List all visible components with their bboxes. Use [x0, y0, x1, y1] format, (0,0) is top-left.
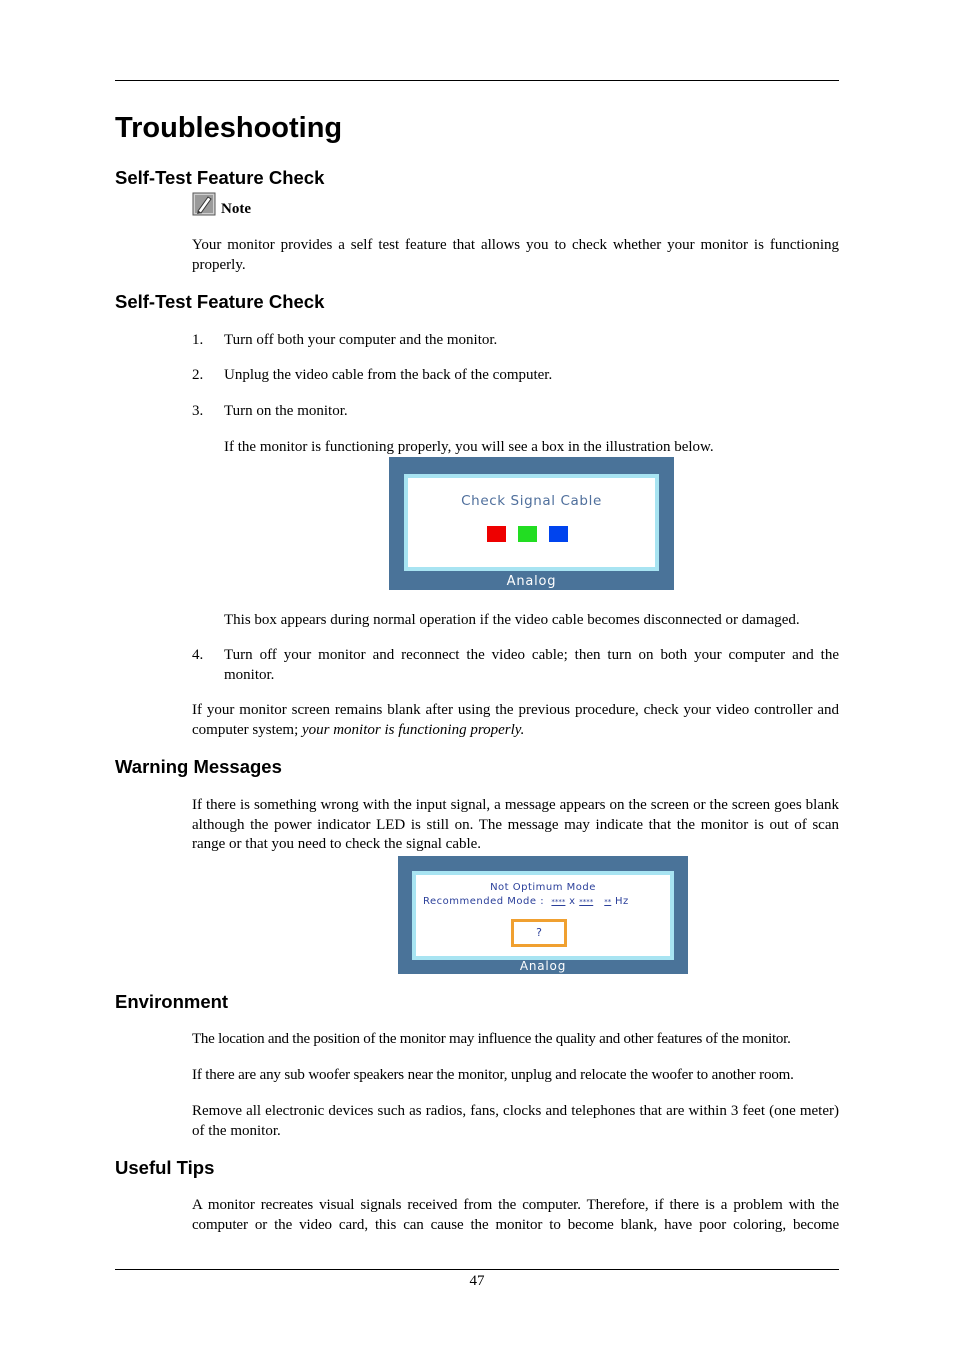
- osd-stars-b: ****: [579, 898, 594, 906]
- list-item-number: 4.: [192, 647, 204, 663]
- list-item-text: Unplug the video cable from the back of the computer.: [224, 367, 553, 383]
- osd-message-box: [404, 474, 659, 571]
- footer-rule: [115, 1269, 839, 1270]
- closing-italic: your monitor is functioning properly.: [301, 721, 525, 738]
- step3-followup-text: If the monitor is functioning properly, you will see a box in the illustration below.: [224, 439, 714, 455]
- note-label: Note: [221, 201, 251, 217]
- blue-square: [549, 526, 568, 542]
- green-square: [518, 526, 537, 542]
- note-text: Your monitor provides a self test feature that allows you to check whether your monitor is functioning properly.: [192, 237, 839, 273]
- osd-footer-text: Analog: [519, 959, 567, 973]
- list-item-text: Turn off your monitor and reconnect the video cable; then turn on both your computer and the monitor.: [224, 647, 839, 683]
- red-square: [487, 526, 506, 542]
- osd-x: x: [569, 896, 576, 907]
- section-heading-useful-tips: Useful Tips: [115, 1157, 215, 1178]
- closing-text: If your monitor screen remains blank after using the previous procedure, check your video controller and computer system;: [192, 702, 839, 738]
- illustration-caption: This box appears during normal operation if the video cable becomes disconnected or damaged.: [224, 612, 800, 628]
- osd-footer-text: Analog: [506, 574, 557, 589]
- section-heading-self-test-2: Self-Test Feature Check: [115, 291, 325, 312]
- useful-tips-text: A monitor recreates visual signals received from the computer. Therefore, if there is a problem with the computer or the video card, this can cause the monitor to become blank, have poor coloring, become: [192, 1197, 839, 1233]
- environment-paragraph: If there are any sub woofer speakers near the monitor, unplug and relocate the woofer to another room.: [192, 1067, 794, 1083]
- page-number: 47: [469, 1273, 485, 1289]
- closing-paragraph: [192, 701, 839, 740]
- page-title: Troubleshooting: [115, 112, 343, 144]
- list-item-number: 3.: [192, 403, 204, 419]
- osd-recommended-label: Recommended Mode :: [423, 896, 545, 907]
- osd-stars-a: ****: [551, 898, 566, 906]
- check-signal-cable-illustration: [389, 457, 674, 590]
- osd-line-1: Not Optimum Mode: [490, 882, 596, 893]
- question-box: ?: [511, 919, 567, 947]
- section-heading-warning-messages: Warning Messages: [115, 756, 282, 777]
- list-item-number: 1.: [192, 332, 204, 348]
- osd-hz: Hz: [614, 896, 629, 907]
- osd-message-text: Check Signal Cable: [461, 493, 602, 509]
- environment-paragraph: Remove all electronic devices such as radios, fans, clocks and telephones that are within 3 feet (one meter) of the monitor.: [192, 1103, 839, 1139]
- osd-line-2: [423, 896, 629, 907]
- list-item-text: Turn off both your computer and the monitor.: [224, 332, 498, 348]
- warning-text: If there is something wrong with the input signal, a message appears on the screen or the screen goes blank although the power indicator LED is still on. The message may indicate that the monitor is out of scan range or that you need to check the signal cable.: [192, 797, 839, 852]
- section-heading-self-test-1: Self-Test Feature Check: [115, 167, 325, 188]
- note-icon: [192, 192, 216, 216]
- list-item-number: 2.: [192, 367, 204, 383]
- osd-stars-c: **: [604, 898, 612, 906]
- header-rule: [115, 80, 839, 81]
- not-optimum-mode-illustration: [398, 856, 688, 974]
- environment-paragraph: The location and the position of the monitor may influence the quality and other features of the monitor.: [192, 1031, 791, 1047]
- list-item-text: Turn on the monitor.: [224, 403, 348, 419]
- section-heading-environment: Environment: [115, 991, 229, 1012]
- osd-message-box: [412, 871, 674, 960]
